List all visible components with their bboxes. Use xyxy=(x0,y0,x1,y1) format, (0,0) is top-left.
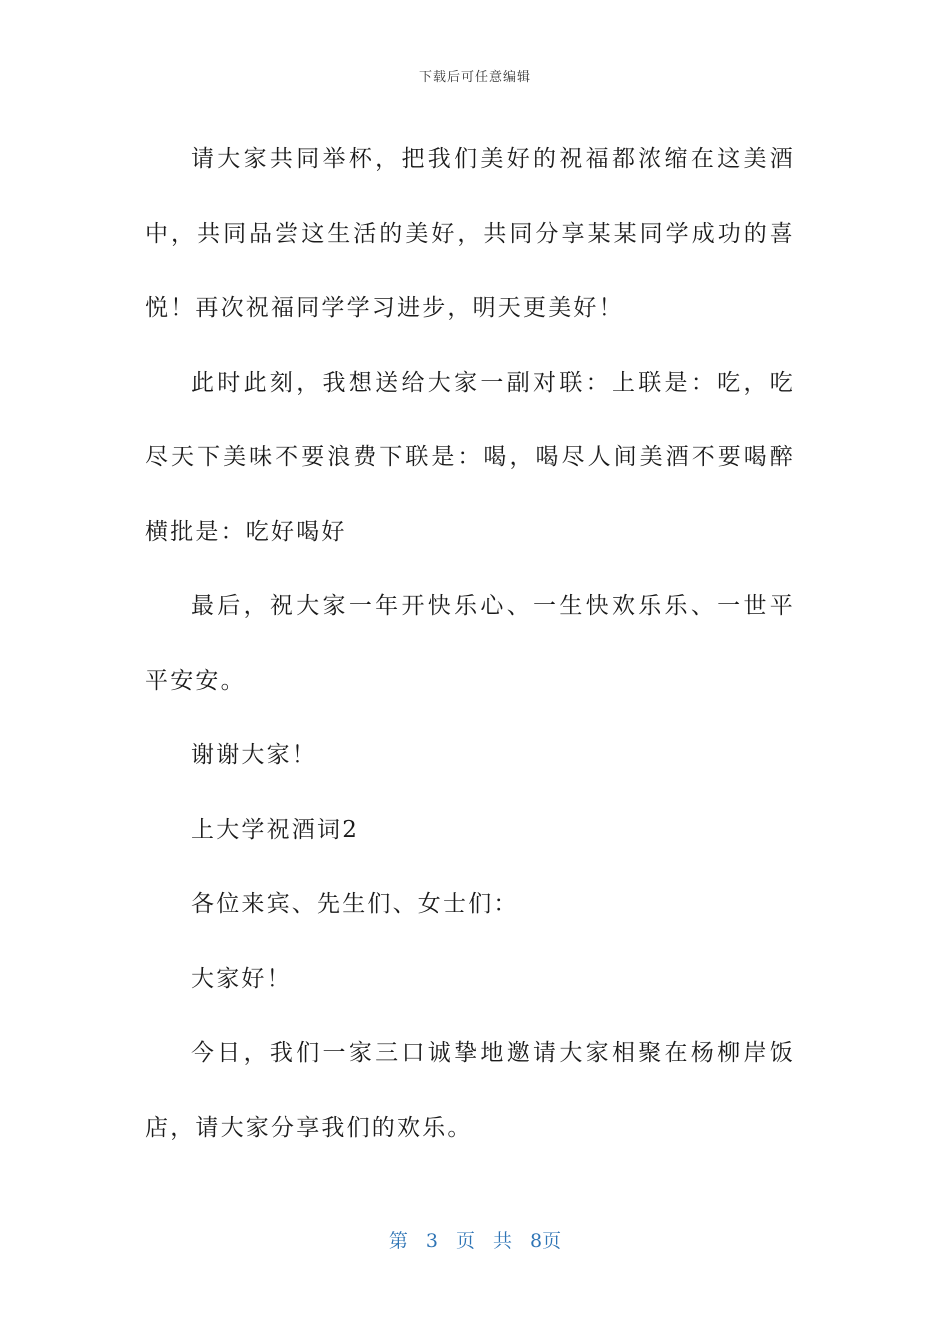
paragraph: 请大家共同举杯，把我们美好的祝福都浓缩在这美酒中，共同品尝这生活的美好，共同分享某某同学成功的喜悦！再次祝福同学学习进步，明天更美好！ xyxy=(145,146,795,321)
paragraph: 各位来宾、先生们、女士们： xyxy=(191,891,519,917)
paragraph: 大家好！ xyxy=(191,965,292,992)
current-page-number: 3 xyxy=(425,1230,438,1252)
page-footer xyxy=(0,1226,950,1253)
total-pages: 8页 xyxy=(530,1230,562,1252)
paragraph: 最后，祝大家一年开快乐心、一生快欢乐乐、一世平平安安。 xyxy=(145,593,795,694)
paragraph: 谢谢大家！ xyxy=(191,742,317,768)
paragraph: 此时此刻，我想送给大家一副对联：上联是：吃，吃尽天下美味不要浪费下联是：喝，喝尽人间美酒不要喝醉横批是：吃好喝好 xyxy=(145,369,795,545)
footer-prefix: 第 xyxy=(388,1230,408,1252)
header-note: 下载后可任意编辑 xyxy=(418,70,531,85)
section-heading: 上大学祝酒词2 xyxy=(191,816,360,843)
footer-page-word: 页 xyxy=(455,1230,475,1252)
body-text xyxy=(145,122,795,1165)
paragraph: 今日，我们一家三口诚挚地邀请大家相聚在杨柳岸饭店，请大家分享我们的欢乐。 xyxy=(145,1040,795,1141)
footer-total-word: 共 xyxy=(493,1230,513,1252)
